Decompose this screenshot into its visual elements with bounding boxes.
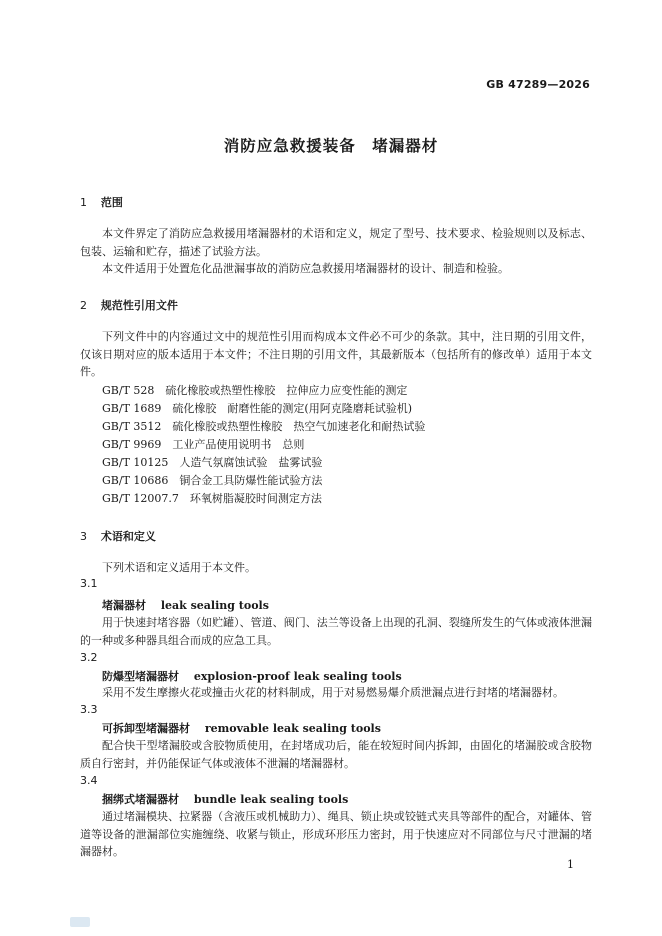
watermark-mark	[70, 917, 90, 927]
term-name-zh: 防爆型堵漏器材	[102, 670, 179, 683]
term-name-en: leak sealing tools	[160, 599, 269, 612]
term-name-en: removable leak sealing tools	[204, 722, 381, 735]
reference-item: GB/T 9969 工业产品使用说明书 总则	[102, 438, 305, 451]
term-name-zh: 可拆卸型堵漏器材	[102, 722, 190, 735]
section-number: 3	[80, 530, 87, 543]
term-number: 3.1	[80, 577, 98, 590]
reference-item: GB/T 1689 硫化橡胶 耐磨性能的测定(用阿克隆磨耗试验机)	[102, 402, 412, 415]
reference-item: GB/T 12007.7 环氧树脂凝胶时间测定方法	[102, 492, 322, 505]
term-name-zh: 堵漏器材	[102, 599, 146, 612]
reference-item: GB/T 3512 硫化橡胶或热塑性橡胶 热空气加速老化和耐热试验	[102, 420, 426, 433]
paragraph: 本文件界定了消防应急救援用堵漏器材的术语和定义，规定了型号、技术要求、检验规则以及标志、包装、运输和贮存，描述了试验方法。	[80, 227, 592, 258]
term-name-en: bundle leak sealing tools	[193, 793, 349, 806]
term-definition: 通过堵漏模块、拉紧器（含液压或机械助力）、绳具、锁止块或铰链式夹具等部件的配合，对罐体、管道等设备的泄漏部位实施缠绕、收紧与锁止，形成环形压力密封，用于快速应对不同部位与尺寸泄漏的堵漏器材。	[80, 810, 592, 859]
standard-number: GB 47289—2026	[486, 78, 590, 91]
section-title: 规范性引用文件	[100, 299, 178, 312]
page-number: 1	[567, 858, 574, 871]
section-3-heading	[80, 528, 156, 544]
term-definition: 用于快速封堵容器（如贮罐）、管道、阀门、法兰等设备上出现的孔洞、裂缝所发生的气体或液体泄漏的一种或多种器具组合而成的应急工具。	[80, 616, 592, 647]
reference-item: GB/T 10125 人造气氛腐蚀试验 盐雾试验	[102, 456, 323, 469]
section-1-heading	[80, 194, 123, 210]
term-number: 3.3	[80, 703, 98, 716]
term-definition: 配合快干型堵漏胶或含胶物质使用，在封堵成功后，能在较短时间内拆卸，由固化的堵漏胶或含胶物质自行密封，并仍能保证气体或液体不泄漏的堵漏器材。	[80, 739, 592, 770]
paragraph: 本文件适用于处置危化品泄漏事故的消防应急救援用堵漏器材的设计、制造和检验。	[102, 262, 509, 275]
section-2-heading	[80, 297, 178, 313]
term-number: 3.2	[80, 651, 98, 664]
term-name-en: explosion-proof leak sealing tools	[193, 670, 402, 683]
term-name	[102, 791, 348, 807]
reference-item: GB/T 528 硫化橡胶或热塑性橡胶 拉伸应力应变性能的测定	[102, 384, 408, 397]
term-name	[102, 720, 381, 736]
document-title: 消防应急救援装备 堵漏器材	[223, 137, 439, 155]
reference-item: GB/T 10686 铜合金工具防爆性能试验方法	[102, 474, 323, 487]
section-title: 范围	[100, 196, 123, 209]
paragraph: 下列文件中的内容通过文中的规范性引用而构成本文件必不可少的条款。其中，注日期的引用文件，仅该日期对应的版本适用于本文件；不注日期的引用文件，其最新版本（包括所有的修改单）适用于本文件。	[80, 330, 592, 379]
section-number: 2	[80, 299, 87, 312]
term-number: 3.4	[80, 774, 98, 787]
term-name	[102, 668, 402, 684]
section-number: 1	[80, 196, 87, 209]
term-name-zh: 捆绑式堵漏器材	[102, 793, 179, 806]
term-name	[102, 597, 269, 613]
term-definition: 采用不发生摩擦火花或撞击火花的材料制成，用于对易燃易爆介质泄漏点进行封堵的堵漏器材。	[102, 686, 564, 699]
section-title: 术语和定义	[100, 530, 156, 543]
paragraph: 下列术语和定义适用于本文件。	[102, 561, 256, 574]
